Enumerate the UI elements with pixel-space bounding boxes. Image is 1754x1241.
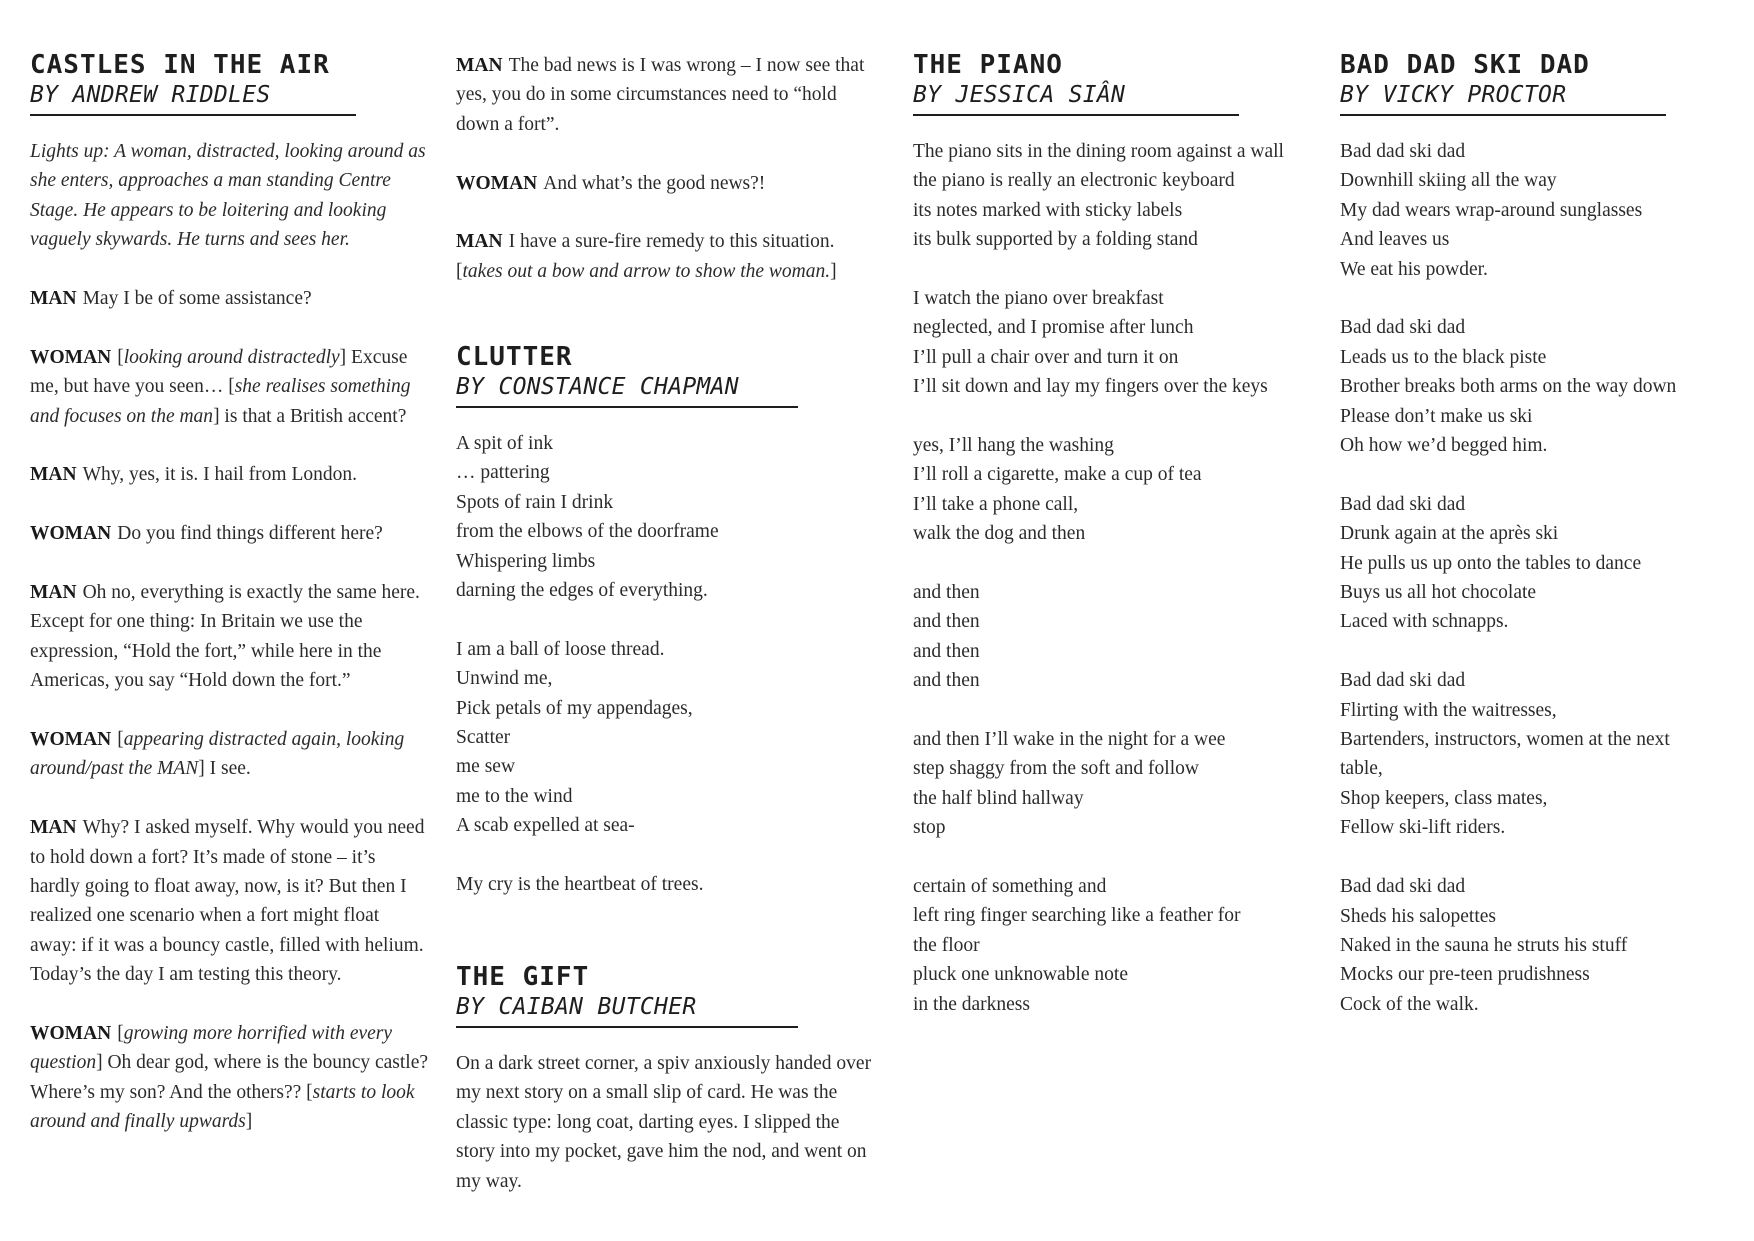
castles-continued-dialogue (456, 51, 876, 286)
dialogue-line (456, 169, 876, 198)
poem-line: Bad dad ski dad (1340, 876, 1466, 898)
speaker-name: WOMAN (30, 1023, 112, 1045)
poem-line: Please don’t make us ski (1340, 405, 1533, 427)
poem-line: stop (913, 817, 946, 839)
dialogue-text: ] I see. (198, 758, 251, 780)
piece-byline: BY CONSTANCE CHAPMAN (456, 374, 739, 400)
dialogue-line (30, 1019, 430, 1137)
stage-direction: starts to look around and finally upwards (30, 1081, 415, 1133)
poem-line: Shop keepers, class mates, (1340, 787, 1548, 809)
gift-paragraph: On a dark street corner, a spiv anxiously handed over my next story on a small slip of card. He was the classic type: long coat, darting eyes. I slipped the story into my pocket, gave him the nod, and went on my way. (456, 1053, 872, 1192)
poem-line: and then I’ll wake in the night for a wee (913, 729, 1226, 751)
poem-line: walk the dog and then (913, 523, 1086, 545)
piece-title: CASTLES IN THE AIR (30, 50, 330, 80)
dialogue-text: May I be of some assistance? (82, 288, 312, 310)
poem-line: Drunk again at the après ski (1340, 523, 1559, 545)
speaker-name: WOMAN (30, 523, 112, 545)
stanza (1340, 666, 1740, 842)
dialogue-text: [ (117, 346, 124, 368)
stage-direction-intro: Lights up: A woman, distracted, looking around as she enters, approaches a man standing Centre Stage. He appears to be loitering and looking vaguely skywards. He turns and sees her. (30, 141, 426, 251)
stanza (913, 137, 1333, 255)
poem-line: and then (913, 582, 980, 604)
poem-line: the floor (913, 934, 980, 956)
piece-byline: BY JESSICA SIÂN (913, 82, 1126, 108)
poem-line: Bad dad ski dad (1340, 670, 1466, 692)
dialogue-text: [ (117, 1023, 124, 1045)
poem-line: Bad dad ski dad (1340, 493, 1466, 515)
poem-line: My dad wears wrap-around sunglasses (1340, 199, 1643, 221)
poem-line: Unwind me, (456, 668, 553, 690)
dialogue-line (30, 460, 430, 489)
stage-direction: growing more horrified with every question (30, 1023, 393, 1074)
poem-line: and then (913, 670, 980, 692)
poem-line: Buys us all hot chocolate (1340, 582, 1537, 604)
castles-continued (456, 51, 876, 286)
stanza (456, 870, 876, 899)
poem-line: Bad dad ski dad (1340, 317, 1466, 339)
clutter-body (456, 429, 876, 899)
poem-line: step shaggy from the soft and follow (913, 758, 1199, 780)
piece-byline: BY CAIBAN BUTCHER (456, 994, 697, 1020)
piece-title: BAD DAD SKI DAD (1340, 50, 1590, 80)
dialogue-text: Do you find things different here? (117, 523, 383, 545)
poem-line: and then (913, 611, 980, 633)
poem-line: Fellow ski-lift riders. (1340, 817, 1506, 839)
piece-byline: BY VICKY PROCTOR (1340, 82, 1567, 108)
stanza (913, 578, 1333, 696)
dialogue-text: [ (117, 729, 124, 751)
speaker-name: MAN (30, 288, 77, 310)
poem-line: Bartenders, instructors, women at the next (1340, 729, 1670, 751)
poem-line: We eat his powder. (1340, 258, 1488, 280)
stanza (456, 429, 876, 605)
dialogue-line (456, 51, 876, 139)
piece-title: THE PIANO (913, 50, 1063, 80)
bad-dad-ski-dad (1340, 50, 1740, 1019)
poem-line: Oh how we’d begged him. (1340, 435, 1548, 457)
speaker-name: MAN (30, 464, 77, 486)
stanza (456, 635, 876, 841)
the-gift (456, 962, 876, 1196)
skidad-body (1340, 137, 1740, 1019)
clutter (456, 342, 876, 899)
dialogue-line (30, 725, 430, 784)
poem-line: the piano is really an electronic keyboard (913, 170, 1235, 192)
piece-title: THE GIFT (456, 962, 590, 992)
poem-line: I’ll sit down and lay my fingers over the keys (913, 376, 1268, 398)
poem-line: Flirting with the waitresses, (1340, 699, 1557, 721)
stanza (913, 284, 1333, 402)
poem-line: left ring finger searching like a feather for (913, 905, 1241, 927)
dialogue-line (456, 227, 876, 286)
stanza (1340, 872, 1740, 1019)
speaker-name: WOMAN (30, 729, 112, 751)
stanza (913, 872, 1333, 1019)
castles-in-the-air (30, 50, 430, 1137)
title-rule (30, 114, 356, 116)
poem-line: from the elbows of the doorframe (456, 521, 719, 543)
stanza (913, 725, 1333, 843)
poem-line: I watch the piano over breakfast (913, 288, 1164, 310)
poem-line: Scatter (456, 727, 511, 749)
poem-line: me to the wind (456, 785, 573, 807)
poem-line: Mocks our pre-teen prudishness (1340, 964, 1590, 986)
dialogue-text: ] (830, 260, 837, 282)
poem-line: neglected, and I promise after lunch (913, 317, 1194, 339)
stage-direction: appearing distracted again, looking around/past the MAN (30, 729, 405, 780)
poem-line: table, (1340, 758, 1383, 780)
poem-line: Cock of the walk. (1340, 993, 1479, 1015)
title-rule (456, 1026, 798, 1028)
speaker-name: MAN (30, 817, 77, 839)
title-rule (913, 114, 1239, 116)
poem-line: Bad dad ski dad (1340, 141, 1466, 162)
dialogue-text: ] Oh dear god, where is the bouncy castle? Where’s my son? And the others?? [ (30, 1052, 429, 1103)
speaker-name: MAN (456, 55, 503, 76)
poem-line: and then (913, 640, 980, 662)
speaker-name: MAN (456, 231, 503, 253)
poem-line: Downhill skiing all the way (1340, 170, 1557, 192)
dialogue-line (30, 519, 430, 548)
castles-body (30, 137, 430, 1137)
poem-line: He pulls us up onto the tables to dance (1340, 552, 1642, 574)
stage-direction: she realises something and focuses on the man (30, 376, 411, 427)
title-rule (1340, 114, 1666, 116)
poem-line: Naked in the sauna he struts his stuff (1340, 934, 1628, 956)
castles-dialogue (30, 284, 430, 1137)
poem-line: yes, I’ll hang the washing (913, 435, 1114, 457)
poem-line: its bulk supported by a folding stand (913, 229, 1198, 251)
stanza (1340, 490, 1740, 637)
piano-body (913, 137, 1333, 1019)
dialogue-line (30, 813, 430, 989)
poem-line: Pick petals of my appendages, (456, 697, 693, 719)
dialogue-line (30, 343, 430, 431)
dialogue-text: ] is that a British accent? (213, 405, 407, 427)
the-piano (913, 50, 1333, 1019)
speaker-name: WOMAN (456, 172, 538, 194)
speaker-name: MAN (30, 582, 77, 604)
poem-line: And leaves us (1340, 229, 1450, 251)
stage-direction: takes out a bow and arrow to show the woman. (462, 260, 831, 282)
poem-line: Leads us to the black piste (1340, 346, 1547, 368)
dialogue-text: Why, yes, it is. I hail from London. (82, 464, 357, 486)
dialogue-line (30, 284, 430, 313)
poem-line: its notes marked with sticky labels (913, 199, 1183, 221)
stanza (1340, 313, 1740, 460)
poem-line: I am a ball of loose thread. (456, 638, 665, 660)
dialogue-text: And what’s the good news?! (543, 172, 766, 194)
gift-body (456, 1049, 876, 1196)
title-rule (456, 406, 798, 408)
poem-line: A scab expelled at sea- (456, 815, 635, 837)
poem-line: I’ll roll a cigarette, make a cup of tea (913, 464, 1202, 486)
speaker-name: WOMAN (30, 346, 112, 368)
poem-line: I’ll take a phone call, (913, 493, 1079, 515)
dialogue-text: Oh no, everything is exactly the same here. Except for one thing: In Britain we use the expression, “Hold the fort,” while here in the Americas, you say “Hold down the fort.” (30, 582, 420, 692)
stanza (1340, 137, 1740, 284)
poem-line: darning the edges of everything. (456, 580, 708, 602)
poem-line: A spit of ink (456, 433, 553, 454)
poem-line: Sheds his salopettes (1340, 905, 1496, 927)
poem-line: the half blind hallway (913, 787, 1084, 809)
poem-line: pluck one unknowable note (913, 964, 1128, 986)
dialogue-text: ] (245, 1111, 253, 1133)
poem-line: certain of something and (913, 876, 1107, 898)
stage-direction: looking around distractedly (123, 346, 340, 368)
poem-line: in the darkness (913, 993, 1030, 1015)
poem-line: Spots of rain I drink (456, 491, 614, 513)
poem-line: Laced with schnapps. (1340, 611, 1509, 633)
poem-line: Whispering limbs (456, 550, 596, 572)
piece-byline: BY ANDREW RIDDLES (30, 82, 271, 108)
dialogue-line (30, 578, 430, 696)
stanza (913, 431, 1333, 549)
poem-line: I’ll pull a chair over and turn it on (913, 346, 1179, 368)
poem-line: … pattering (456, 462, 550, 484)
poem-line: The piano sits in the dining room against a wall (913, 141, 1284, 162)
poem-line: Brother breaks both arms on the way down (1340, 376, 1677, 398)
piece-title: CLUTTER (456, 342, 573, 372)
dialogue-text: Why? I asked myself. Why would you need to hold down a fort? It’s made of stone – it’s hardly going to float away, now, is it? But then I realized one scenario when a fort might float away: if it was a bouncy castle, filled with helium. Today’s the day I am testing this theory. (30, 817, 425, 986)
dialogue-text: ] Excuse me, but have you seen… [ (30, 346, 408, 398)
poem-line: me sew (456, 756, 516, 778)
dialogue-text: I have a sure-fire remedy to this situation. [ (456, 231, 835, 282)
dialogue-text: The bad news is I was wrong – I now see that yes, you do in some circumstances need to “hold down a fort”. (456, 55, 865, 135)
poem-line: My cry is the heartbeat of trees. (456, 874, 704, 896)
